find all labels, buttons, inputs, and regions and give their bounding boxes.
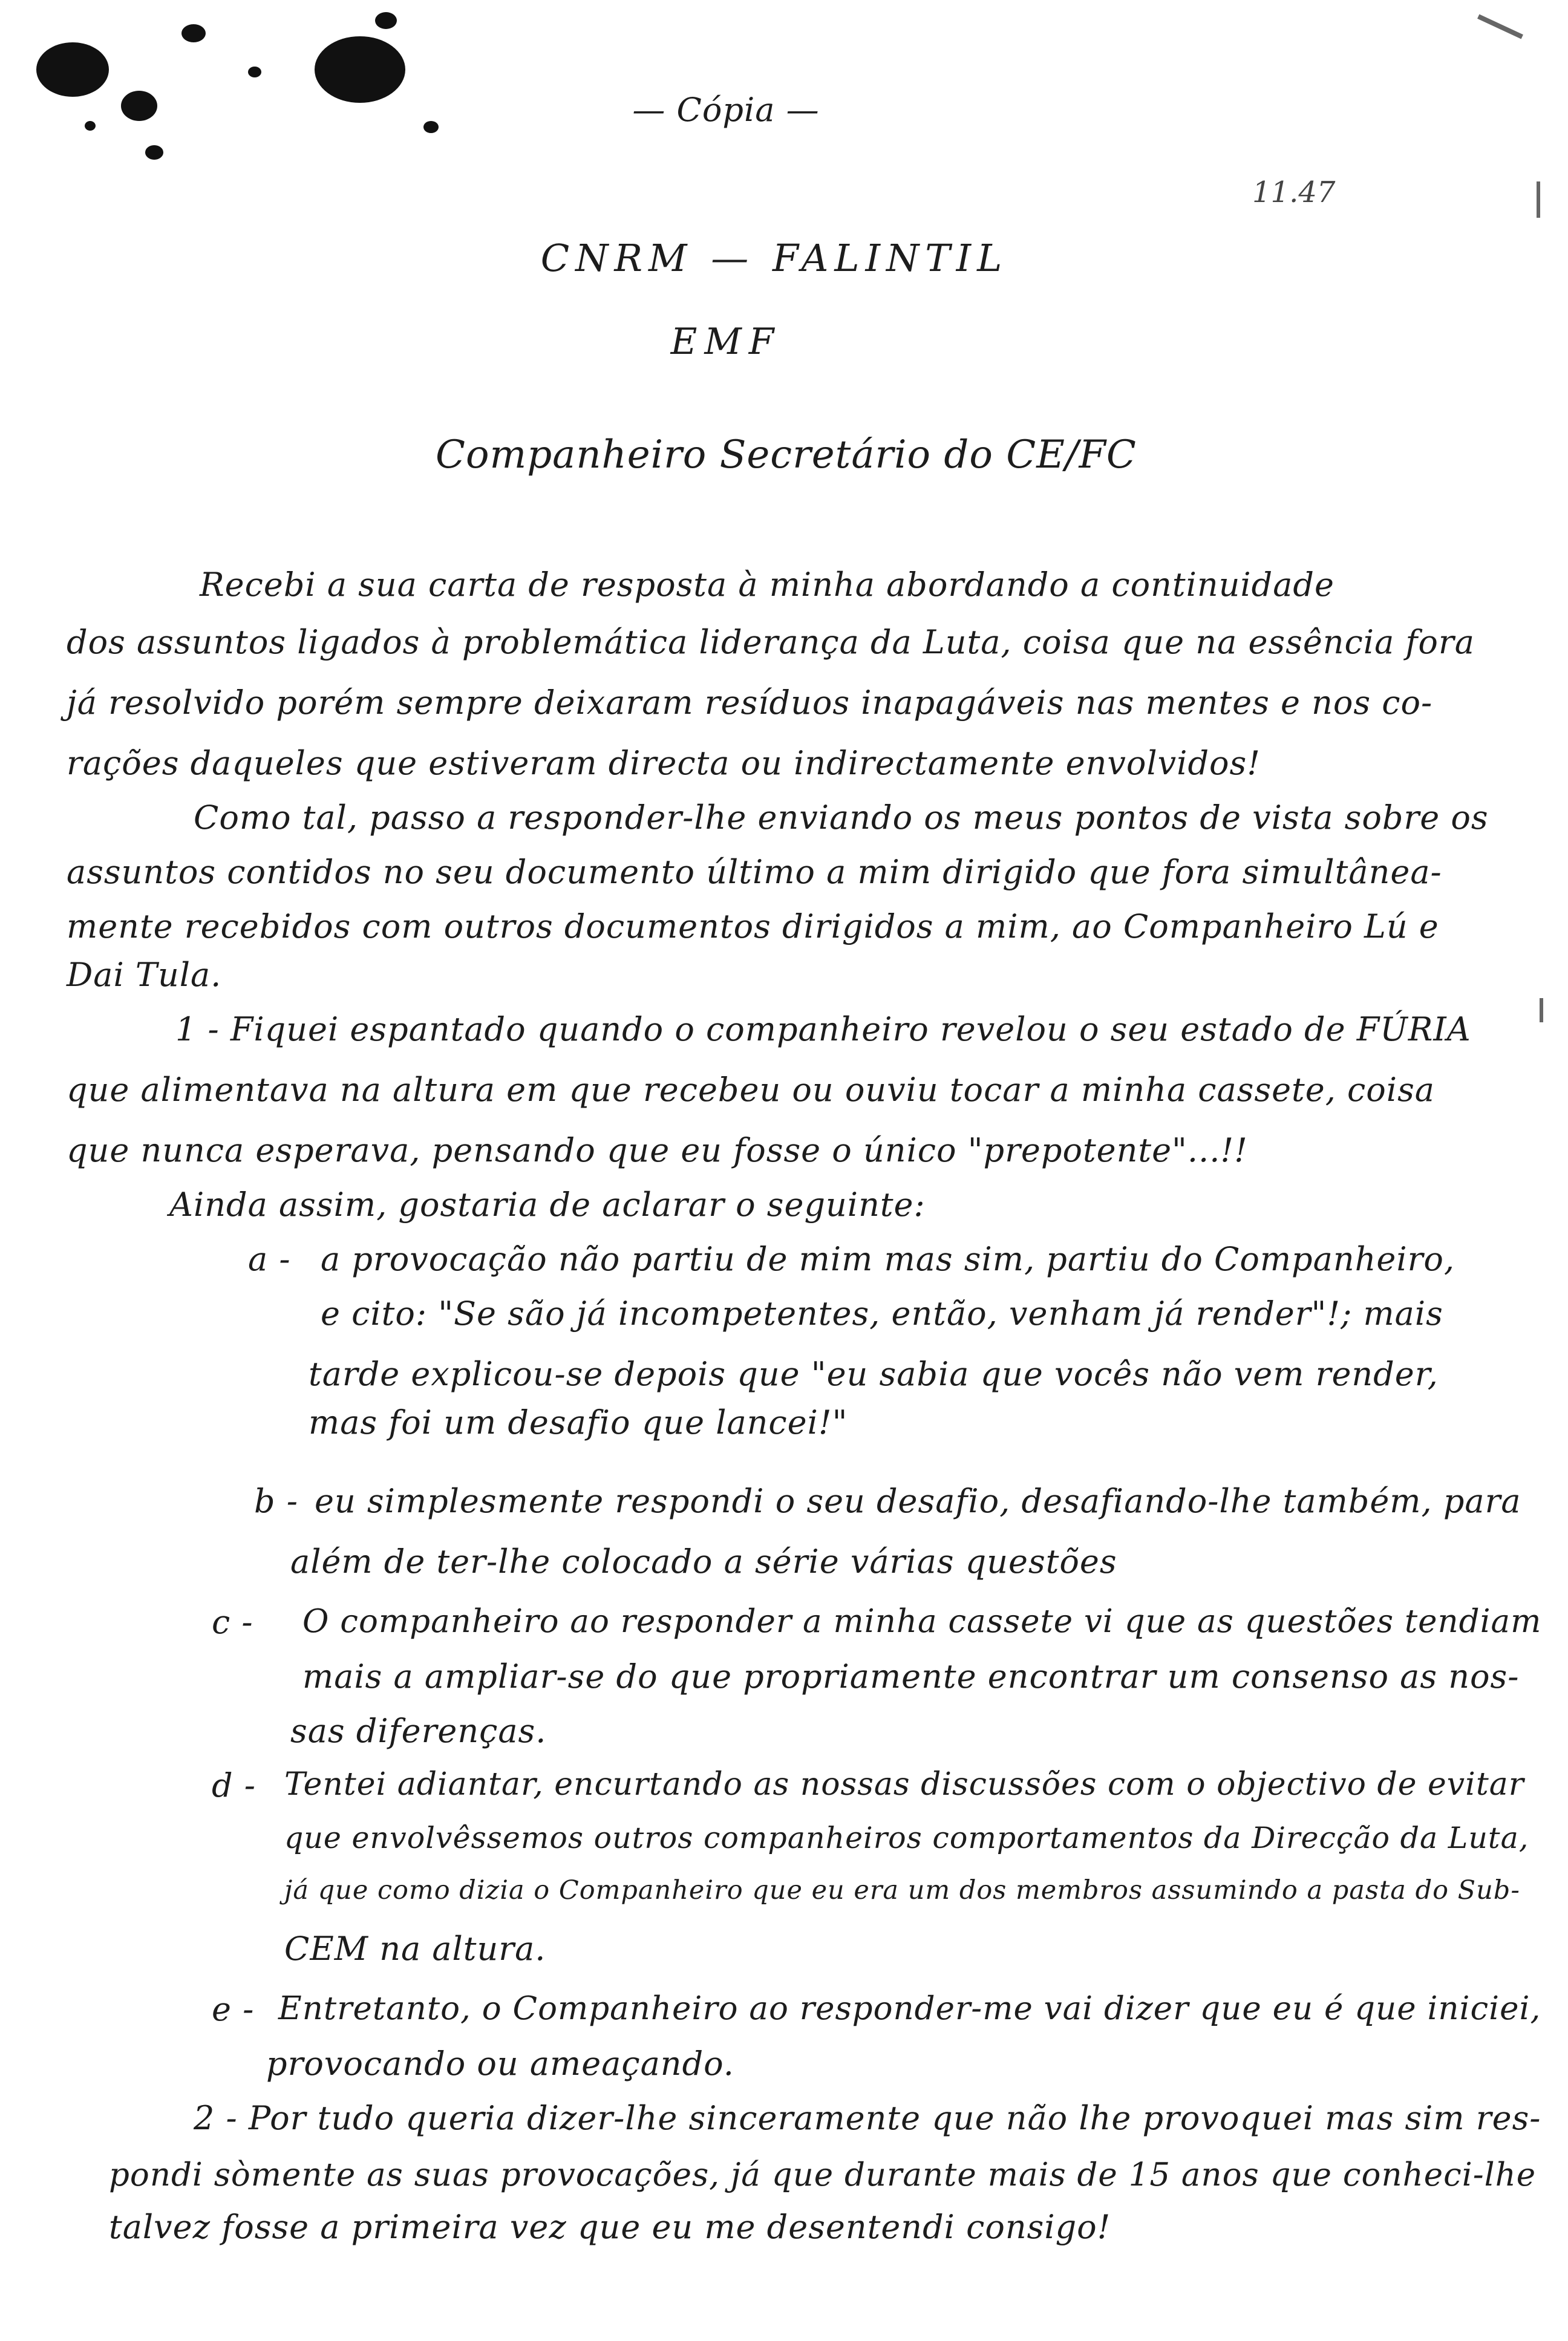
text-line: Como tal, passo a responder-lhe enviando os meus pontos de vista sobre os: [194, 798, 1489, 837]
text-line: pondi sòmente as suas provocações, já que durante mais de 15 anos que conheci-lhe: [109, 2157, 1537, 2193]
text-line: assuntos contidos no seu documento último a mim dirigido que fora simultânea-: [67, 853, 1442, 891]
text-line: tarde explicou-se depois que "eu sabia que vocês não vem render,: [309, 1355, 1439, 1393]
text-line: O companheiro ao responder a minha cassete vi que as questões tendiam: [302, 1603, 1542, 1640]
text-line: dos assuntos ligados à problemática liderança da Luta, coisa que na essência fora: [67, 623, 1475, 661]
item-letter: c -: [212, 1603, 253, 1641]
text-line: mais a ampliar-se do que propriamente encontrar um consenso as nos-: [302, 1657, 1520, 1696]
text-line: além de ter-lhe colocado a série várias questões: [290, 1543, 1117, 1581]
text-line: mente recebidos com outros documentos dirigidos a mim, ao Companheiro Lú e: [67, 907, 1439, 945]
text-line: já resolvido porém sempre deixaram resíduos inapagáveis nas mentes e nos co-: [67, 684, 1433, 722]
text-line: provocando ou ameaçando.: [266, 2045, 734, 2083]
text-line: mas foi um desafio que lancei!": [309, 1403, 848, 1441]
edge-mark: [1537, 181, 1540, 218]
text-line: Entretanto, o Companheiro ao responder-me vai dizer que eu é que iniciei,: [278, 1990, 1541, 2027]
text-line: 1 - Fiquei espantado quando o companheiro revelou o seu estado de FÚRIA: [175, 1010, 1471, 1048]
text-line: a provocação não partiu de mim mas sim, partiu do Companheiro,: [321, 1240, 1455, 1278]
edge-mark: [1540, 998, 1543, 1022]
reference-number: 11.47: [1252, 175, 1336, 209]
org-title: CNRM — FALINTIL: [540, 236, 1008, 280]
text-line: eu simplesmente respondi o seu desafio, desafiando-lhe também, para: [315, 1482, 1521, 1520]
edge-scratch: [1477, 14, 1523, 39]
text-line: sas diferenças.: [290, 1712, 547, 1750]
item-letter: e -: [212, 1990, 255, 2028]
text-line: que alimentava na altura em que recebeu ou ouviu tocar a minha cassete, coisa: [67, 1071, 1435, 1109]
text-line: talvez fosse a primeira vez que eu me desentendi consigo!: [109, 2208, 1111, 2246]
text-line: rações daqueles que estiveram directa ou indirectamente envolvidos!: [67, 744, 1261, 782]
org-subtitle: EMF: [670, 321, 782, 363]
text-line: Tentei adiantar, encurtando as nossas discussões com o objectivo de evitar: [284, 1766, 1524, 1803]
item-letter: a -: [248, 1240, 291, 1278]
text-line: Recebi a sua carta de resposta à minha abordando a continuidade: [200, 566, 1334, 604]
text-line: que envolvêssemos outros companheiros comportamentos da Direcção da Luta,: [284, 1821, 1529, 1855]
text-line: que nunca esperava, pensando que eu fosse o único "prepotente"...!!: [67, 1131, 1248, 1169]
copy-label: — Cópia —: [632, 91, 820, 129]
text-line: 2 - Por tudo queria dizer-lhe sinceramente que não lhe provoquei mas sim res-: [194, 2099, 1541, 2137]
ainda-line: Ainda assim, gostaria de aclarar o seguinte:: [169, 1186, 926, 1224]
text-line: e cito: "Se são já incompetentes, então, venham já render"!; mais: [321, 1295, 1443, 1333]
item-letter: d -: [212, 1766, 256, 1804]
text-line: Dai Tula.: [67, 956, 222, 994]
text-line: CEM na altura.: [284, 1930, 546, 1968]
item-letter: b -: [254, 1482, 298, 1520]
salutation: Companheiro Secretário do CE/FC: [436, 433, 1137, 477]
text-line: já que como dizia o Companheiro que eu era um dos membros assumindo a pasta do Sub-: [284, 1875, 1520, 1905]
